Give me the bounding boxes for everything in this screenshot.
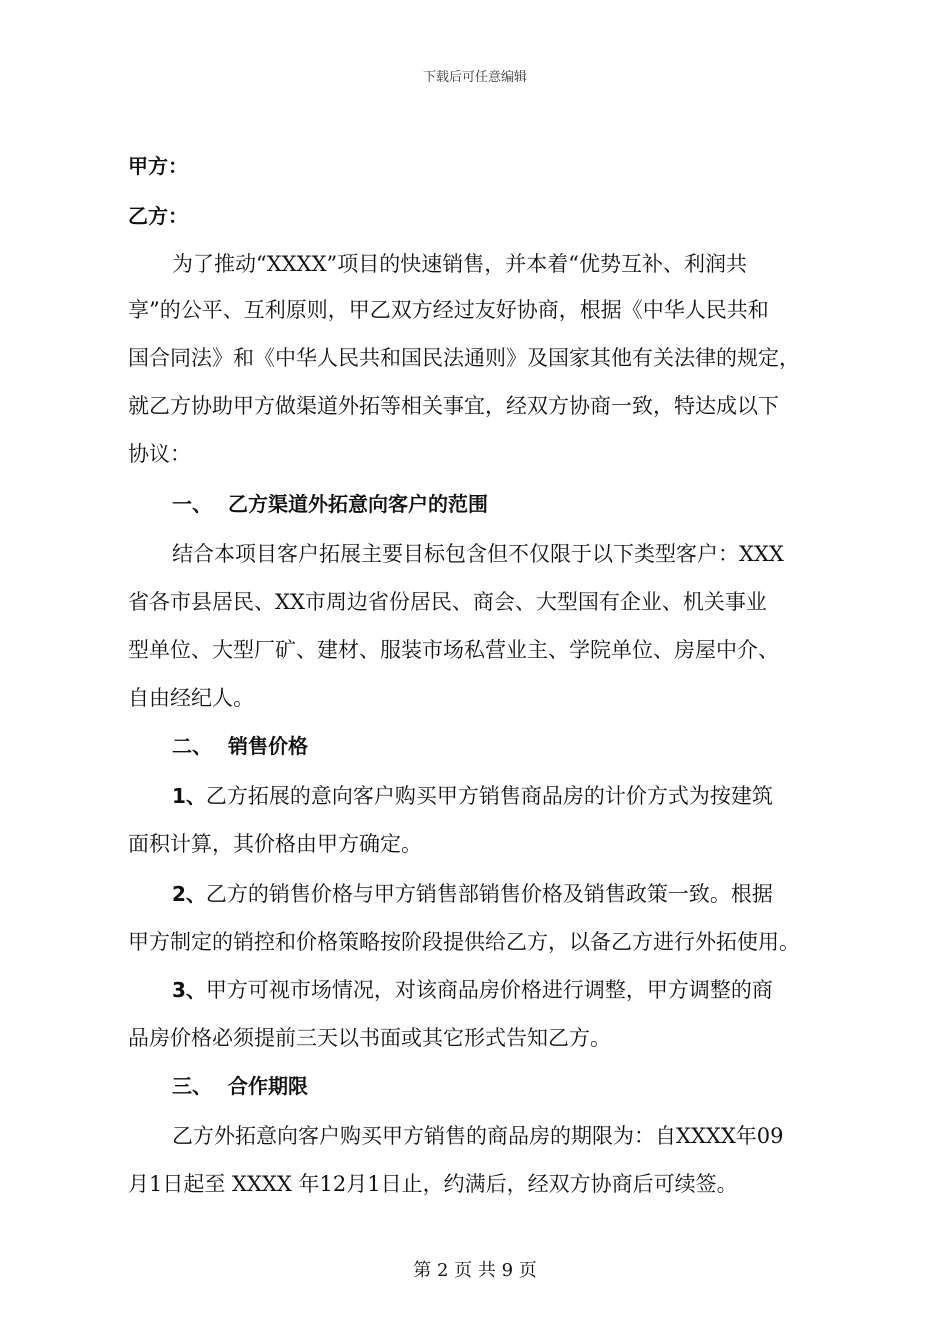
section-3-line-2: 月1日起至 XXXX 年12月1日止，约满后，经双方协商后可续签。 (128, 1172, 738, 1196)
section-2-item-2-line-1 (172, 884, 773, 905)
section-2-item-1-line-2: 面积计算，其价格由甲方确定。 (128, 832, 422, 856)
intro-line-3: 国合同法》和《中华人民共和国民法通则》及国家其他有关法律的规定， (128, 346, 800, 370)
section-3-title: 合作期限 (228, 1074, 308, 1098)
section-1-line-2: 省各市县居民、XX市周边省份居民、商会、大型国有企业、机关事业 (128, 590, 767, 614)
section-2-item-3-line-1 (172, 980, 773, 1001)
item-2-number: 2、 (172, 882, 206, 906)
item-3-number: 3、 (172, 978, 206, 1002)
section-2-item-2-line-2: 甲方制定的销控和价格策略按阶段提供给乙方，以备乙方进行外拓使用。 (128, 930, 800, 954)
section-3-number: 三、 (172, 1074, 212, 1098)
item-1-text: 乙方拓展的意向客户购买甲方销售商品房的计价方式为按建筑 (205, 784, 773, 808)
section-2-heading (172, 736, 308, 756)
section-3-heading (172, 1076, 308, 1096)
section-2-number: 二、 (172, 734, 212, 758)
intro-line-4: 就乙方协助甲方做渠道外拓等相关事宜，经双方协商一致，特达成以下 (128, 394, 779, 418)
section-2-title: 销售价格 (228, 734, 308, 758)
section-1-line-1: 结合本项目客户拓展主要目标包含但不仅限于以下类型客户：XXX (172, 542, 784, 566)
intro-line-2: 享”的公平、互利原则，甲乙双方经过友好协商，根据《中华人民共和 (128, 298, 769, 322)
section-2-item-1-line-1 (172, 786, 773, 807)
item-2-text: 乙方的销售价格与甲方销售部销售价格及销售政策一致。根据 (205, 882, 773, 906)
section-1-heading (172, 494, 488, 514)
intro-line-1: 为了推动“XXXX”项目的快速销售，并本着“优势互补、利润共 (172, 252, 748, 276)
section-3-line-1: 乙方外拓意向客户购买甲方销售的商品房的期限为：自XXXX年09 (172, 1124, 784, 1148)
section-1-number: 一、 (172, 492, 212, 516)
page-footer: 第 2 页 共 9 页 (413, 1260, 537, 1281)
item-3-text: 甲方可视市场情况，对该商品房价格进行调整，甲方调整的商 (205, 978, 773, 1002)
party-a-label: 甲方： (128, 154, 188, 178)
item-1-number: 1、 (172, 784, 206, 808)
intro-line-5: 协议： (128, 442, 191, 466)
page-header: 下载后可任意编辑 (422, 70, 527, 85)
party-b-label: 乙方： (128, 204, 188, 228)
section-1-title: 乙方渠道外拓意向客户的范围 (228, 492, 488, 516)
section-1-line-4: 自由经纪人。 (128, 686, 254, 710)
section-2-item-3-line-2: 品房价格必须提前三天以书面或其它形式告知乙方。 (128, 1026, 611, 1050)
section-1-line-3: 型单位、大型厂矿、建材、服装市场私营业主、学院单位、房屋中介、 (128, 638, 779, 662)
